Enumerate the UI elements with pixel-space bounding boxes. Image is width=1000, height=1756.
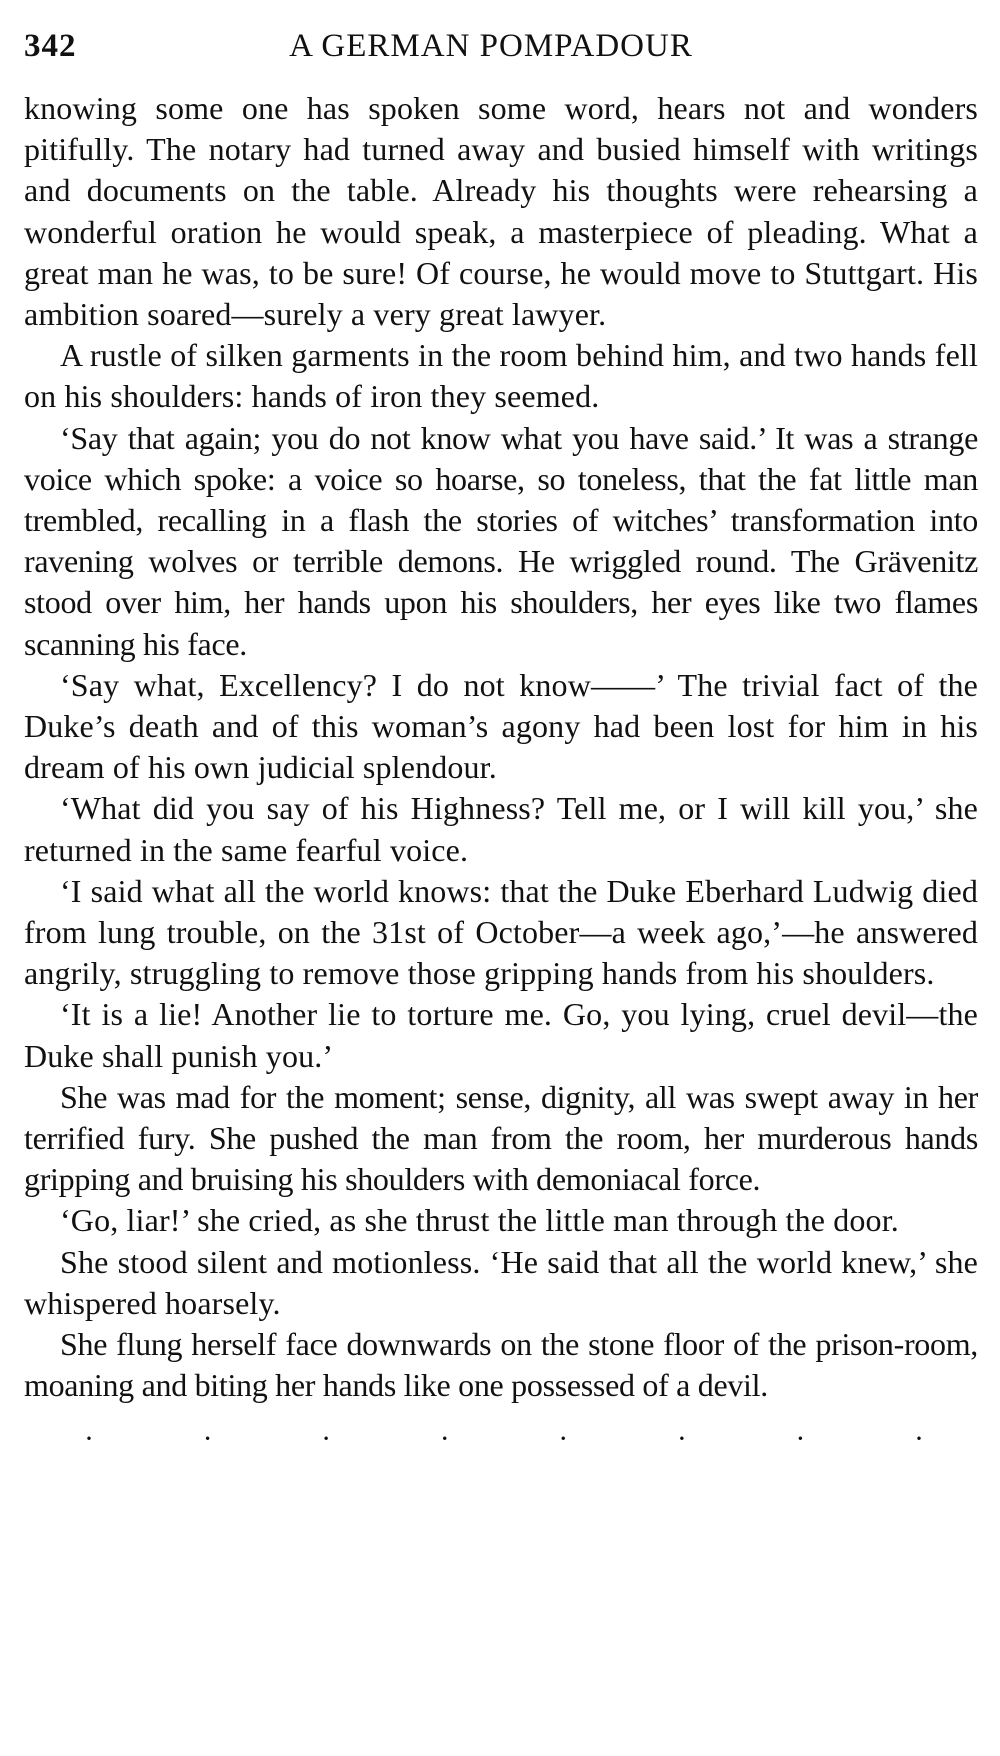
- section-break-dots: [84, 1421, 924, 1455]
- paragraph: She was mad for the moment; sense, dignity, all was swept away in her terrified fury. She pushed the man from the room, her murderous hands gripping and bruising his shoulders with demoniacal force.: [24, 1078, 978, 1198]
- section-dot: ·: [321, 1421, 332, 1455]
- paragraph: knowing some one has spoken some word, hears not and wonders pitifully. The notary had turned away and busied himself with writings and documents on the table. Already his thoughts were rehearsing a wonderful oration he would speak, a masterpiece of pleading. What a great man he was, to be sure! Of course, he would move to Stuttgart. His ambition soared—surely a very great lawyer.: [24, 90, 978, 333]
- section-dot: ·: [558, 1421, 569, 1455]
- section-dot: ·: [439, 1421, 450, 1455]
- paragraph: ‘Say that again; you do not know what you have said.’ It was a strange voice which spoke: a voice so hoarse, so toneless, that the fat little man trembled, recalling in a flash the stories of witches’ transformation into ravening wolves or terrible demons. He wriggled round. The Grävenitz stood over him, her hands upon his shoulders, her eyes like two flames scanning his face.: [24, 419, 978, 662]
- paragraph: ‘Go, liar!’ she cried, as she thrust the little man through the door.: [60, 1202, 899, 1239]
- paragraph: She stood silent and motionless. ‘He said that all the world knew,’ she whispered hoarsely.: [24, 1243, 978, 1321]
- paragraph: A rustle of silken garments in the room behind him, and two hands fell on his shoulders: hands of iron they seemed.: [24, 337, 978, 415]
- paragraph: She flung herself face downwards on the stone floor of the prison-room, moaning and biting her hands like one possessed of a devil.: [24, 1326, 978, 1404]
- page-header: [24, 28, 978, 88]
- paragraph: ‘It is a lie! Another lie to torture me. Go, you lying, cruel devil—the Duke shall punish you.’: [24, 996, 978, 1074]
- page-number: 342: [24, 28, 77, 64]
- running-title: A GERMAN POMPADOUR: [289, 28, 693, 64]
- section-dot: ·: [676, 1421, 687, 1455]
- section-dot: ·: [913, 1421, 924, 1455]
- paragraph: ‘I said what all the world knows: that the Duke Eberhard Ludwig died from lung trouble, on the 31st of October—a week ago,’—he answered angrily, struggling to remove those gripping hands from his shoulders.: [24, 872, 978, 992]
- paragraph: ‘Say what, Excellency? I do not know——’ The trivial fact of the Duke’s death and of this woman’s agony had been lost for him in his dream of his own judicial splendour.: [24, 666, 978, 786]
- body-text: [24, 88, 978, 1407]
- section-dot: ·: [84, 1421, 94, 1455]
- section-dot: ·: [202, 1421, 213, 1455]
- section-dot: ·: [795, 1421, 806, 1455]
- paragraph: ‘What did you say of his Highness? Tell me, or I will kill you,’ she returned in the same fearful voice.: [24, 790, 978, 868]
- book-page: [24, 28, 978, 1455]
